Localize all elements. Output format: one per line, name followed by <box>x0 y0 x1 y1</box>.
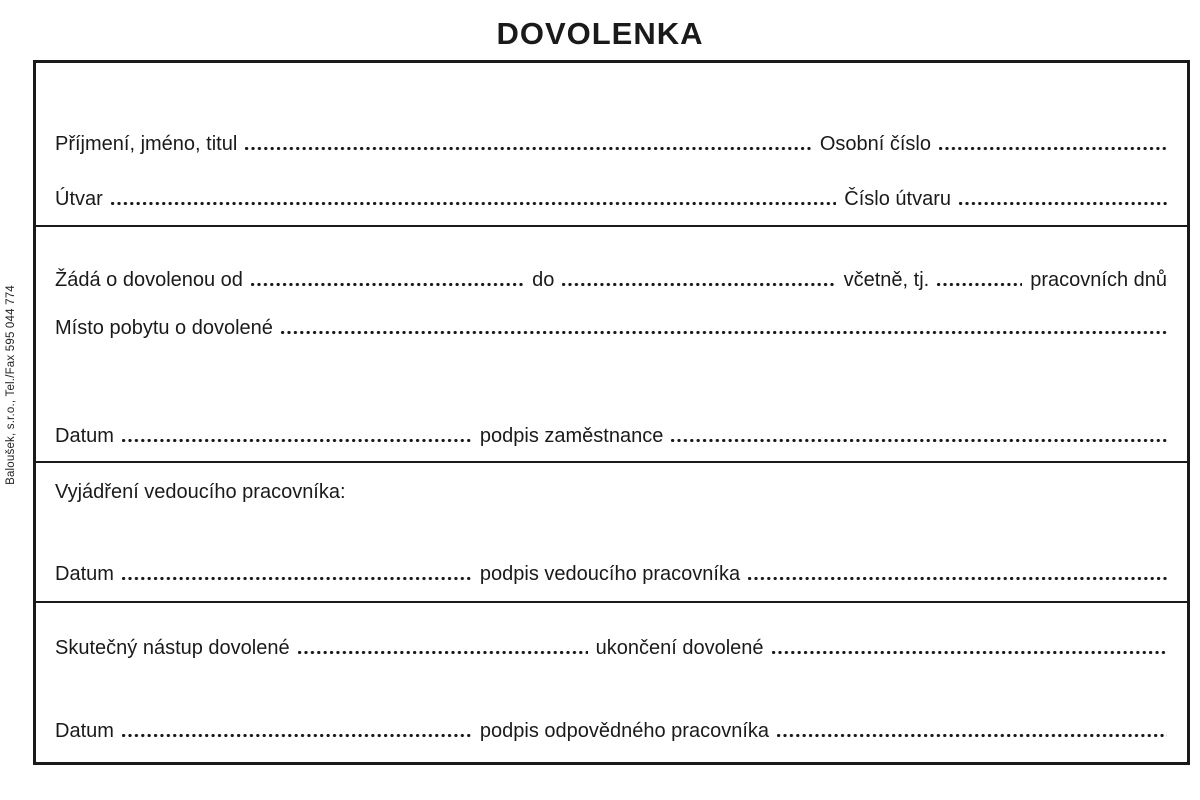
manager-statement-heading: Vyjádření vedoucího pracovníka: <box>55 481 346 503</box>
personal-number-field[interactable] <box>939 147 1167 150</box>
date-field[interactable] <box>122 577 472 580</box>
name-label: Příjmení, jméno, titul <box>55 133 238 155</box>
place-label: Místo pobytu o dovolené <box>55 317 273 339</box>
to-date-field[interactable] <box>562 283 835 286</box>
section-identity <box>36 63 1187 227</box>
row-manager-signature <box>55 561 1167 587</box>
department-field[interactable] <box>111 202 836 205</box>
row-manager-heading <box>55 479 1167 505</box>
from-date-field[interactable] <box>251 283 524 286</box>
row-place <box>55 315 1167 341</box>
department-number-field[interactable] <box>959 202 1167 205</box>
inclusive-label: včetně, tj. <box>843 269 930 291</box>
section-actual <box>36 603 1187 762</box>
personal-number-label: Osobní číslo <box>819 133 931 155</box>
responsible-signature-label: podpis odpovědného pracovníka <box>479 720 770 742</box>
actual-end-field[interactable] <box>772 651 1167 654</box>
row-name <box>55 131 1167 157</box>
date-label: Datum <box>55 425 114 447</box>
row-dates <box>55 267 1167 293</box>
employee-signature-label: podpis zaměstnance <box>479 425 664 447</box>
to-label: do <box>532 269 555 291</box>
row-department <box>55 186 1167 212</box>
actual-end-label: ukončení dovolené <box>595 637 764 659</box>
row-actual-dates <box>55 635 1167 661</box>
manager-signature-label: podpis vedoucího pracovníka <box>479 563 741 585</box>
section-manager <box>36 463 1187 603</box>
row-responsible-signature <box>55 718 1167 744</box>
days-count-field[interactable] <box>937 283 1022 286</box>
manager-signature-field[interactable] <box>748 577 1167 580</box>
actual-start-label: Skutečný nástup dovolené <box>55 637 290 659</box>
employee-signature-field[interactable] <box>671 439 1167 442</box>
page-title: DOVOLENKA <box>496 16 704 51</box>
working-days-label: pracovních dnů <box>1030 269 1167 291</box>
publisher-imprint: Baloušek, s.r.o., Tel./Fax 595 044 774 <box>5 285 17 485</box>
date-field[interactable] <box>122 439 472 442</box>
from-label: Žádá o dovolenou od <box>55 269 243 291</box>
department-number-label: Číslo útvaru <box>844 188 951 210</box>
department-label: Útvar <box>55 188 103 210</box>
date-label: Datum <box>55 563 114 585</box>
date-label: Datum <box>55 720 114 742</box>
date-field[interactable] <box>122 734 472 737</box>
row-employee-signature <box>55 423 1167 449</box>
name-field[interactable] <box>245 147 812 150</box>
responsible-signature-field[interactable] <box>777 734 1167 737</box>
form-box <box>33 60 1190 765</box>
actual-start-field[interactable] <box>298 651 588 654</box>
section-request <box>36 227 1187 463</box>
place-field[interactable] <box>281 331 1167 334</box>
